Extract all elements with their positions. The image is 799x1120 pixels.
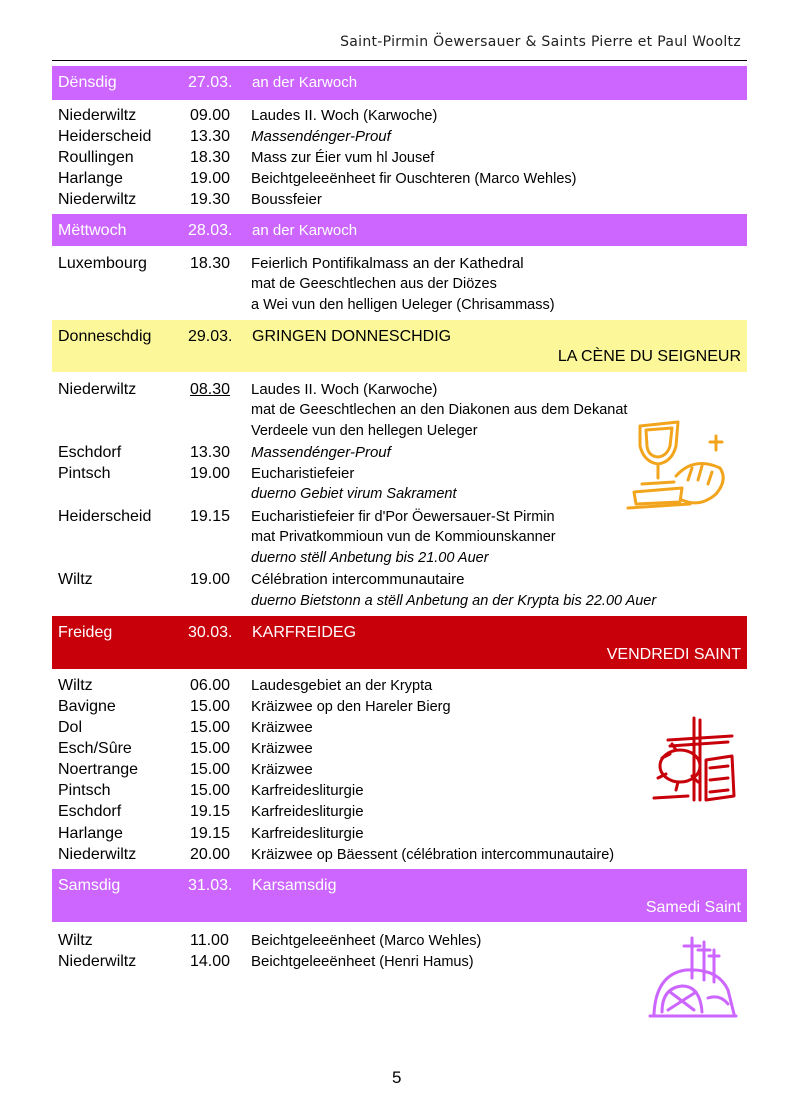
list-item bbox=[58, 189, 748, 210]
time: 15.00 bbox=[190, 719, 231, 736]
description bbox=[251, 738, 313, 759]
event-note: mat de Geeschtlechen an den Diakonen aus dem Dekanat bbox=[251, 402, 628, 418]
time: 15.00 bbox=[190, 761, 231, 778]
list-item bbox=[58, 675, 748, 696]
description bbox=[251, 780, 364, 801]
description bbox=[251, 253, 524, 274]
day-date: 27.03. bbox=[188, 74, 233, 91]
day-bar-samsdig bbox=[52, 869, 747, 922]
description bbox=[251, 844, 614, 866]
place: Pintsch bbox=[58, 782, 111, 799]
description bbox=[251, 675, 432, 697]
day-name: Dënsdig bbox=[58, 74, 117, 91]
place: Harlange bbox=[58, 825, 123, 842]
time: 19.15 bbox=[190, 508, 231, 525]
time: 18.30 bbox=[190, 149, 231, 166]
day-title: Karsamsdig bbox=[252, 877, 337, 894]
day-bar-mettwoch bbox=[52, 214, 747, 246]
day-bar-freideg bbox=[52, 616, 747, 669]
page-number: 5 bbox=[392, 1068, 402, 1087]
day-title: GRINGEN DONNESCHDIG bbox=[252, 328, 452, 345]
description bbox=[251, 147, 434, 169]
time: 13.30 bbox=[190, 128, 231, 145]
place: Wiltz bbox=[58, 932, 93, 949]
time: 18.30 bbox=[190, 255, 231, 272]
place: Eschdorf bbox=[58, 444, 122, 461]
cross-thorns-icon bbox=[648, 714, 740, 806]
event-name: Laudes II. Woch bbox=[251, 381, 360, 398]
description bbox=[251, 951, 474, 973]
list-item bbox=[58, 379, 748, 400]
place: Wiltz bbox=[58, 571, 93, 588]
tomb-crosses-icon bbox=[648, 934, 738, 1018]
place: Niederwiltz bbox=[58, 191, 137, 208]
place: Eschdorf bbox=[58, 803, 122, 820]
day-subtitle: LA CÈNE DU SEIGNEUR bbox=[557, 348, 741, 365]
event-name: Kräizwee bbox=[251, 846, 313, 863]
event-note: Verdeele vun den hellegen Ueleger bbox=[251, 423, 478, 439]
place: Niederwiltz bbox=[58, 107, 137, 124]
description bbox=[251, 569, 464, 590]
place: Roullingen bbox=[58, 149, 134, 166]
time: 19.30 bbox=[190, 191, 231, 208]
event-note: duerno Gebiet virum Sakrament bbox=[251, 486, 457, 502]
day-title: KARFREIDEG bbox=[252, 624, 357, 641]
list-item bbox=[58, 759, 748, 780]
description bbox=[251, 463, 354, 484]
description bbox=[251, 696, 451, 718]
day-date: 29.03. bbox=[188, 328, 233, 345]
time: 15.00 bbox=[190, 740, 231, 757]
day-bar-dennsdig bbox=[52, 66, 747, 100]
event-detail: fir Ouschteren (Marco Wehles) bbox=[375, 171, 577, 187]
place: Niederwiltz bbox=[58, 381, 137, 398]
place: Niederwiltz bbox=[58, 953, 137, 970]
event-name: Beichtgeleeënheet bbox=[251, 170, 376, 187]
description bbox=[251, 823, 364, 844]
event-name: Kräizwee bbox=[251, 698, 313, 715]
day-name: Samsdig bbox=[58, 877, 121, 894]
day-date: 31.03. bbox=[188, 877, 233, 894]
list-item bbox=[58, 930, 748, 951]
list-item bbox=[58, 801, 748, 822]
event-detail: fir d'Por Öewersauer-St Pirmin bbox=[354, 509, 555, 525]
place: Heiderscheid bbox=[58, 128, 152, 145]
place: Harlange bbox=[58, 170, 123, 187]
list-item bbox=[58, 105, 748, 126]
time: 11.00 bbox=[190, 932, 229, 949]
list-item bbox=[58, 717, 748, 738]
time: 13.30 bbox=[190, 444, 231, 461]
event-detail: (Marco Wehles) bbox=[375, 933, 482, 949]
description bbox=[251, 506, 555, 528]
day-name: Freideg bbox=[58, 624, 113, 641]
event-name: Karfreidesliturgie bbox=[251, 803, 364, 820]
event-note: mat de Geeschtlechen aus der Diözes bbox=[251, 276, 497, 292]
list-item bbox=[58, 696, 748, 717]
event-name: Laudes II. Woch bbox=[251, 107, 360, 124]
place: Wiltz bbox=[58, 677, 93, 694]
day-name: Mëttwoch bbox=[58, 222, 127, 239]
event-name: Boussfeier bbox=[251, 191, 322, 208]
list-item bbox=[58, 738, 748, 759]
event-name: Mass bbox=[251, 149, 287, 166]
description bbox=[251, 801, 364, 822]
place: Luxembourg bbox=[58, 255, 147, 272]
event-name: Feierlich Pontifikalmass an der Kathedral bbox=[251, 255, 524, 272]
place: Bavigne bbox=[58, 698, 116, 715]
time: 06.00 bbox=[190, 677, 231, 694]
event-name: Kräizwee bbox=[251, 761, 313, 778]
list-item bbox=[58, 844, 748, 865]
list-item bbox=[58, 780, 748, 801]
description bbox=[251, 168, 576, 190]
event-name: Karfreidesliturgie bbox=[251, 782, 364, 799]
time: 19.00 bbox=[190, 170, 231, 187]
day-title: an der Karwoch bbox=[252, 222, 358, 239]
place: Pintsch bbox=[58, 465, 111, 482]
event-detail: (Karwoche) bbox=[359, 382, 438, 398]
event-detail: (Karwoche) bbox=[359, 108, 438, 124]
event-note: mat Privatkommioun vun de Kommiounskanner bbox=[251, 529, 556, 545]
list-item bbox=[58, 126, 748, 147]
time: 15.00 bbox=[190, 782, 231, 799]
event-name: Beichtgeleeënheet bbox=[251, 953, 376, 970]
event-name: Eucharistiefeier bbox=[251, 465, 355, 482]
time: 20.00 bbox=[190, 846, 231, 863]
time: 08.30 bbox=[190, 381, 231, 398]
event-detail: zur Éier vum hl Jousef bbox=[286, 150, 435, 166]
place: Noertrange bbox=[58, 761, 139, 778]
event-detail: an der Krypta bbox=[341, 678, 433, 694]
time: 19.00 bbox=[190, 571, 231, 588]
event-detail: (Henri Hamus) bbox=[375, 954, 474, 970]
description: Massendénger-Prouf bbox=[251, 128, 391, 145]
list-item bbox=[58, 253, 748, 274]
day-title: an der Karwoch bbox=[252, 74, 358, 91]
description: Massendénger-Prouf bbox=[251, 444, 391, 461]
day-date: 30.03. bbox=[188, 624, 233, 641]
event-name: Laudesgebiet bbox=[251, 677, 342, 694]
event-note: duerno Bietstonn a stëll Anbetung an der Krypta bis 22.00 Auer bbox=[251, 593, 657, 609]
time: 19.15 bbox=[190, 803, 231, 820]
description bbox=[251, 105, 437, 127]
event-name: Célébration intercommunautaire bbox=[251, 571, 465, 588]
event-note: duerno stëll Anbetung bis 21.00 Auer bbox=[251, 550, 489, 566]
list-item bbox=[58, 168, 748, 189]
list-item bbox=[58, 569, 748, 590]
description bbox=[251, 717, 313, 738]
chalice-bread-icon bbox=[620, 416, 730, 516]
event-name: Kräizwee bbox=[251, 719, 313, 736]
event-detail: op Bäessent (célébration intercommunautaire) bbox=[312, 847, 615, 863]
day-date: 28.03. bbox=[188, 222, 233, 239]
day-subtitle: Samedi Saint bbox=[645, 899, 741, 916]
page-header-title: Saint-Pirmin Öewersauer & Saints Pierre et Paul Wooltz bbox=[340, 34, 741, 50]
event-detail: op den Hareler Bierg bbox=[312, 699, 451, 715]
event-name: Kräizwee bbox=[251, 740, 313, 757]
list-item bbox=[58, 823, 748, 844]
time: 19.15 bbox=[190, 825, 231, 842]
place: Heiderscheid bbox=[58, 508, 152, 525]
description bbox=[251, 379, 437, 401]
event-name: Beichtgeleeënheet bbox=[251, 932, 376, 949]
list-item bbox=[58, 147, 748, 168]
place: Esch/Sûre bbox=[58, 740, 132, 757]
day-bar-donneschdig bbox=[52, 320, 747, 372]
description bbox=[251, 759, 313, 780]
day-name: Donneschdig bbox=[58, 328, 152, 345]
description bbox=[251, 930, 481, 952]
event-note: a Wei vun den helligen Ueleger (Chrisammass) bbox=[251, 297, 555, 313]
time: 09.00 bbox=[190, 107, 231, 124]
header-rule bbox=[52, 60, 747, 61]
place: Niederwiltz bbox=[58, 846, 137, 863]
day-subtitle: VENDREDI SAINT bbox=[606, 646, 741, 663]
time: 14.00 bbox=[190, 953, 231, 970]
time: 19.00 bbox=[190, 465, 231, 482]
event-name: Eucharistiefeier bbox=[251, 508, 355, 525]
time: 15.00 bbox=[190, 698, 231, 715]
list-item bbox=[58, 951, 748, 972]
description bbox=[251, 189, 322, 210]
place: Dol bbox=[58, 719, 83, 736]
event-name: Karfreidesliturgie bbox=[251, 825, 364, 842]
